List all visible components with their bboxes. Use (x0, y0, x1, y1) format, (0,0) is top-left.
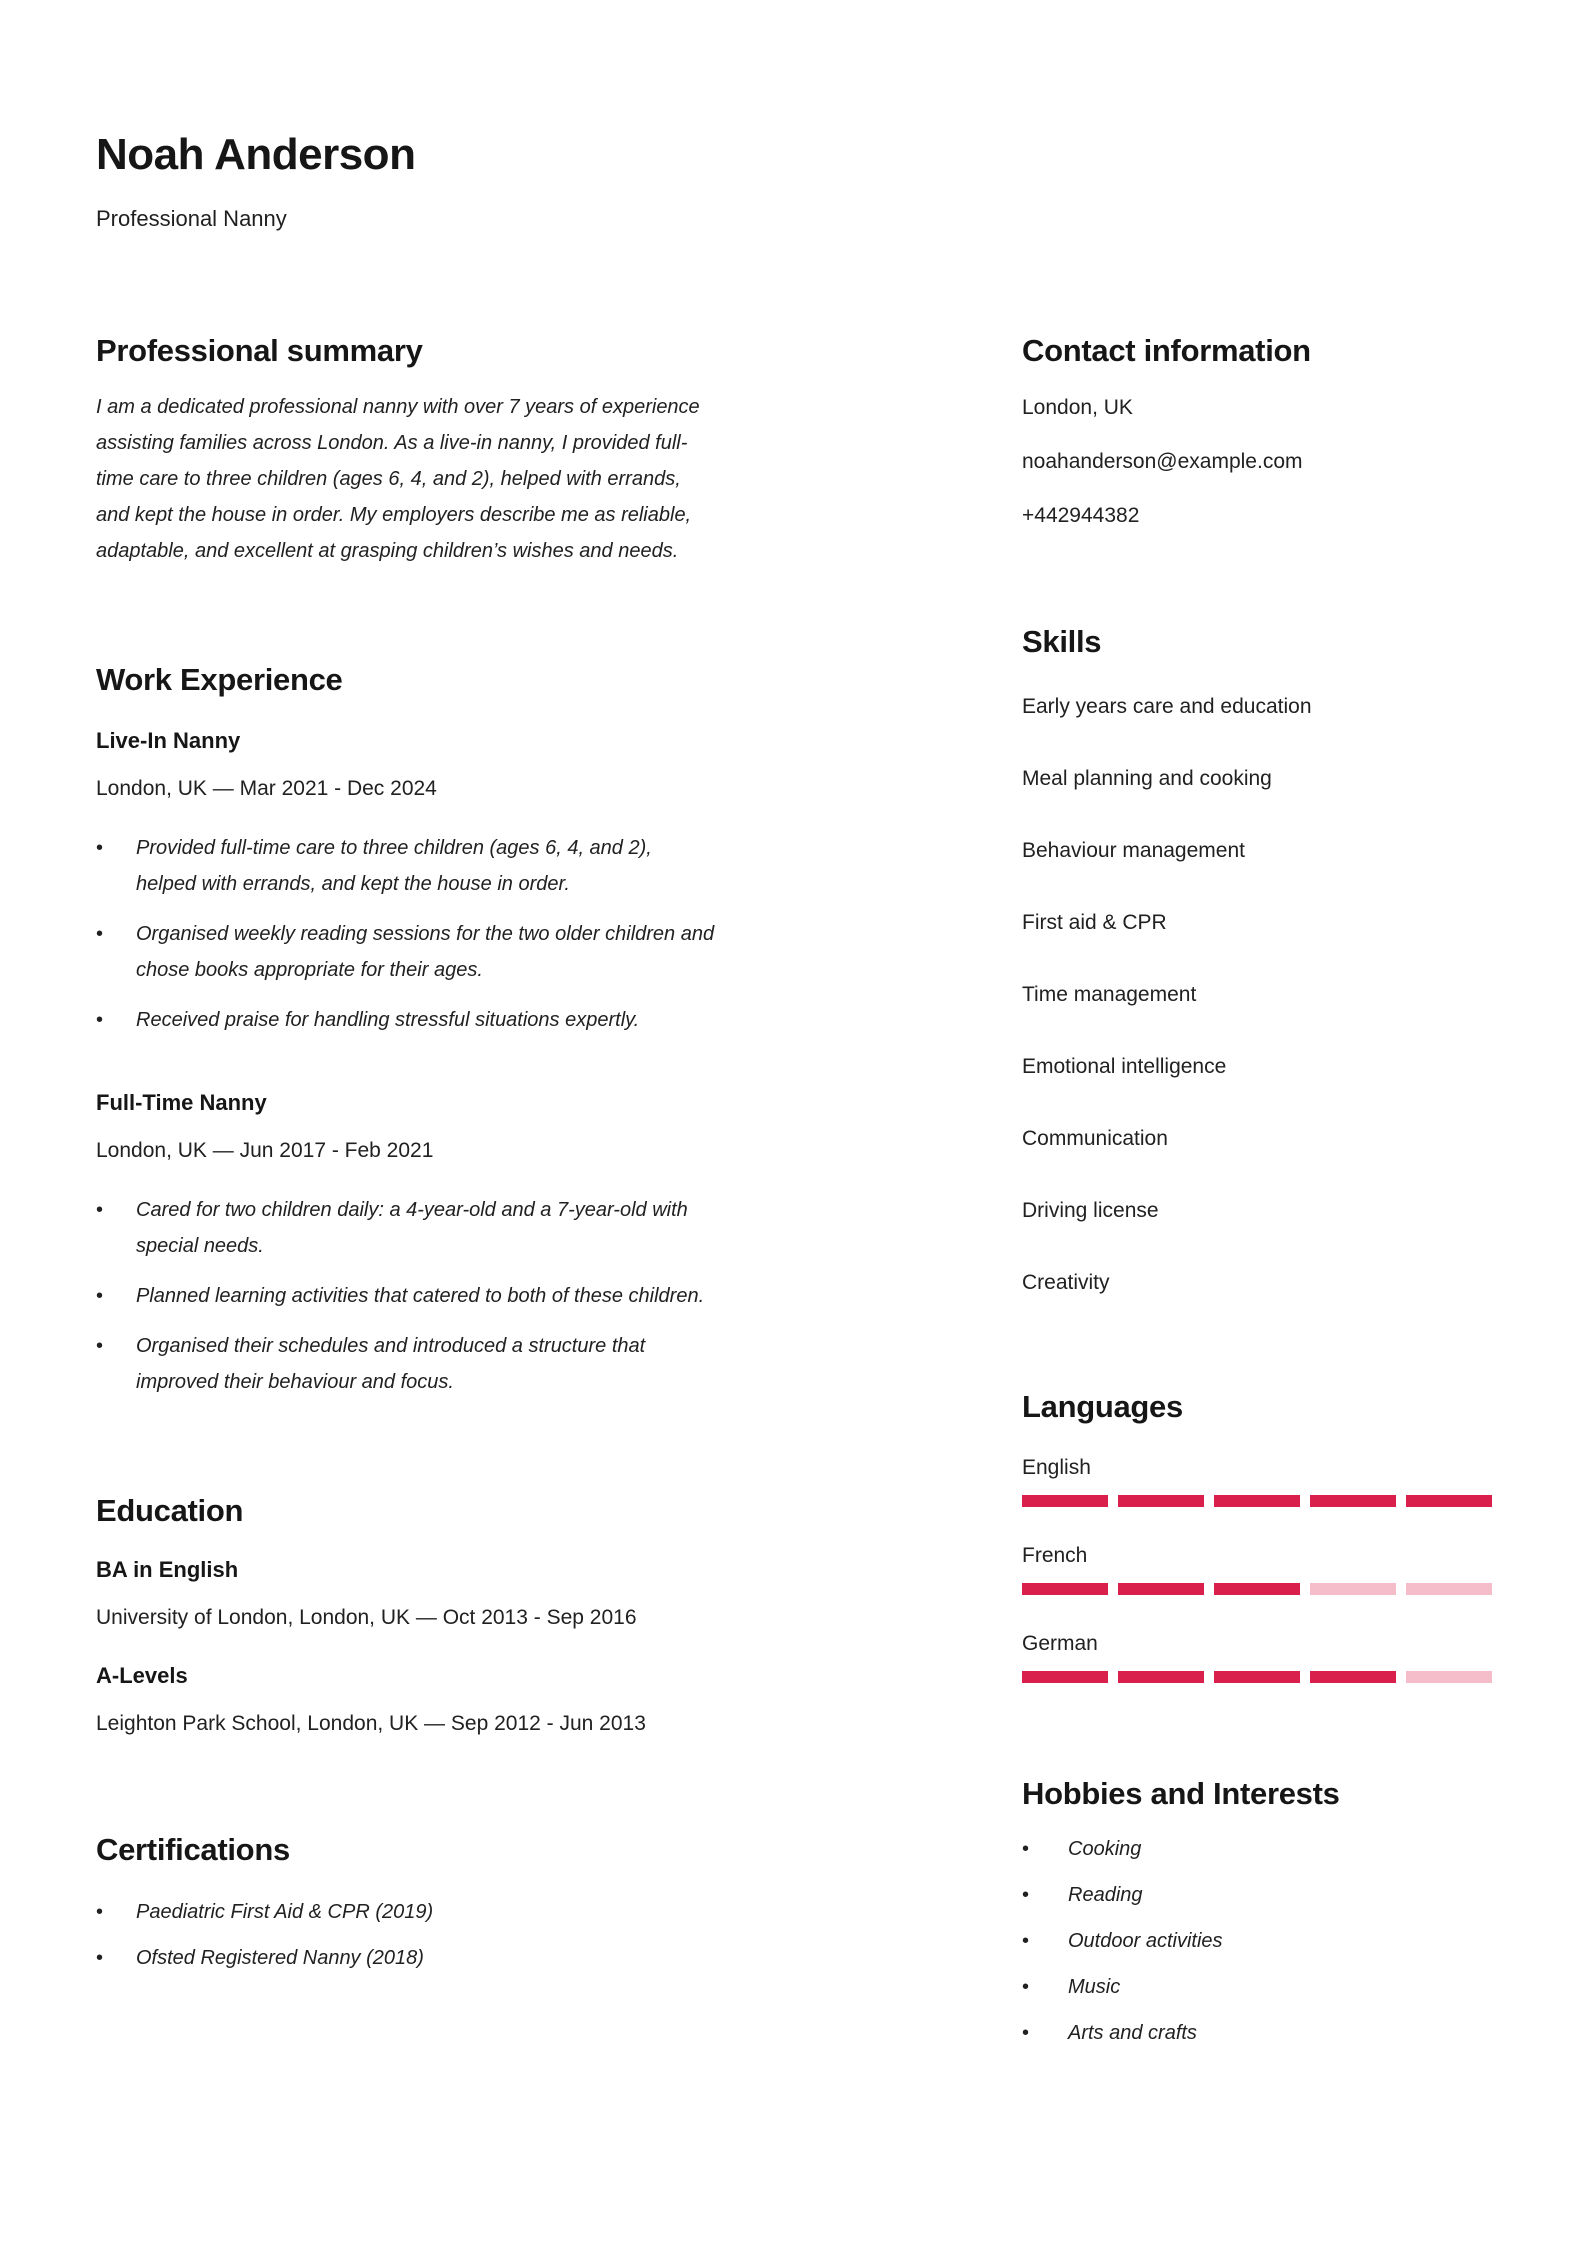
language-name: French (1022, 1544, 1088, 1567)
skill-item: Behaviour management (1022, 839, 1245, 862)
language-level-segment (1406, 1583, 1492, 1595)
certifications-heading: Certifications (96, 1832, 290, 1867)
job-entry (96, 728, 716, 1038)
skill-item: Meal planning and cooking (1022, 767, 1272, 790)
bullet-item (96, 1278, 716, 1314)
language-level-segment (1022, 1583, 1108, 1595)
bullet-dot (1022, 1834, 1068, 1864)
certification-text: Ofsted Registered Nanny (2018) (136, 1947, 424, 1969)
certification-item (96, 1940, 716, 1976)
bullet-dot (1022, 1880, 1068, 1910)
professional-summary-heading: Professional summary (96, 333, 423, 368)
bullet-dot (1022, 1972, 1068, 2002)
professional-summary-text: I am a dedicated professional nanny with over 7 years of experience assisting families across London. As a live-in nanny, I provided full-time care to three children (ages 6, 4, and 2), helped with errands, and kept the house in order. My employers describe me as reliable, adaptable, and excellent at grasping children’s wishes and needs. (96, 396, 700, 562)
skill-item: Communication (1022, 1127, 1168, 1150)
job-bullet-list (96, 1192, 716, 1400)
hobby-item (1022, 2018, 1492, 2048)
language-level-bar (1022, 1583, 1492, 1595)
section-education (96, 1492, 716, 1739)
language-level-segment (1118, 1671, 1204, 1683)
contact-heading: Contact information (1022, 333, 1311, 368)
hobby-item (1022, 1880, 1492, 1910)
contact-phone: +442944382 (1022, 504, 1140, 527)
job-entry (96, 1090, 716, 1400)
skill-item: Creativity (1022, 1271, 1110, 1294)
resume-job-title: Professional Nanny (96, 206, 287, 231)
left-column (96, 332, 716, 2048)
hobby-text: Cooking (1068, 1838, 1142, 1860)
resume-body (96, 332, 1492, 2048)
bullet-text: Provided full-time care to three children (ages 6, 4, and 2), helped with errands, and kept the house in order. (136, 837, 652, 895)
education-heading: Education (96, 1493, 244, 1528)
bullet-text: Received praise for handling stressful situations expertly. (136, 1009, 640, 1031)
bullet-dot (1022, 2018, 1068, 2048)
education-meta: Leighton Park School, London, UK — Sep 2012 - Jun 2013 (96, 1712, 646, 1735)
bullet-dot (1022, 1926, 1068, 1956)
bullet-text: Planned learning activities that catered to both of these children. (136, 1285, 705, 1307)
bullet-dot (96, 1278, 136, 1314)
language-level-segment (1310, 1583, 1396, 1595)
section-contact-information (1022, 332, 1492, 531)
language-level-segment (1118, 1583, 1204, 1595)
education-entry (96, 1663, 716, 1739)
skill-item: First aid & CPR (1022, 911, 1167, 934)
education-meta: University of London, London, UK — Oct 2013 - Sep 2016 (96, 1606, 637, 1629)
bullet-dot (96, 916, 136, 988)
languages-heading: Languages (1022, 1389, 1183, 1424)
language-level-segment (1214, 1583, 1300, 1595)
language-level-segment (1406, 1671, 1492, 1683)
skills-heading: Skills (1022, 624, 1102, 659)
bullet-item (96, 916, 716, 988)
job-meta: London, UK — Jun 2017 - Feb 2021 (96, 1139, 434, 1162)
right-column (1022, 332, 1492, 2048)
section-certifications (96, 1831, 716, 1976)
language-level-segment (1022, 1671, 1108, 1683)
certifications-list (96, 1894, 716, 1976)
section-skills (1022, 623, 1492, 1296)
certification-text: Paediatric First Aid & CPR (2019) (136, 1901, 434, 1923)
language-level-bar (1022, 1671, 1492, 1683)
bullet-dot (96, 830, 136, 902)
hobby-item (1022, 1972, 1492, 2002)
hobby-text: Arts and crafts (1068, 2022, 1197, 2044)
skill-item: Driving license (1022, 1199, 1159, 1222)
work-experience-heading: Work Experience (96, 662, 343, 697)
bullet-item (96, 1002, 716, 1038)
language-level-segment (1022, 1495, 1108, 1507)
hobby-text: Reading (1068, 1884, 1143, 1906)
hobbies-heading: Hobbies and Interests (1022, 1776, 1340, 1811)
section-professional-summary (96, 332, 716, 569)
section-hobbies (1022, 1775, 1492, 2048)
language-entry (1022, 1631, 1492, 1683)
job-title: Live-In Nanny (96, 728, 241, 753)
bullet-dot (96, 1192, 136, 1264)
language-level-segment (1310, 1671, 1396, 1683)
bullet-item (96, 1328, 716, 1400)
bullet-dot (96, 1894, 136, 1930)
hobby-text: Music (1068, 1976, 1121, 1998)
language-level-segment (1406, 1495, 1492, 1507)
language-level-segment (1310, 1495, 1396, 1507)
skill-item: Early years care and education (1022, 695, 1312, 718)
job-meta: London, UK — Mar 2021 - Dec 2024 (96, 777, 437, 800)
certification-item (96, 1894, 716, 1930)
contact-location: London, UK (1022, 396, 1133, 419)
bullet-text: Organised weekly reading sessions for the two older children and chose books appropriate for their ages. (136, 923, 715, 981)
bullet-dot (96, 1940, 136, 1976)
bullet-text: Organised their schedules and introduced a structure that improved their behaviour and focus. (136, 1335, 646, 1393)
bullet-dot (96, 1002, 136, 1038)
hobby-text: Outdoor activities (1068, 1930, 1223, 1952)
job-bullet-list (96, 830, 716, 1038)
language-entry (1022, 1543, 1492, 1595)
resume-header (96, 132, 1492, 232)
job-title: Full-Time Nanny (96, 1090, 267, 1115)
bullet-text: Cared for two children daily: a 4-year-old and a 7-year-old with special needs. (136, 1199, 688, 1257)
language-name: German (1022, 1632, 1098, 1655)
skill-item: Emotional intelligence (1022, 1055, 1227, 1078)
hobbies-list (1022, 1834, 1492, 2048)
section-work-experience (96, 661, 716, 1400)
skill-item: Time management (1022, 983, 1197, 1006)
bullet-item (96, 830, 716, 902)
language-level-segment (1214, 1671, 1300, 1683)
language-level-segment (1118, 1495, 1204, 1507)
section-languages (1022, 1388, 1492, 1683)
language-name: English (1022, 1456, 1091, 1479)
language-entry (1022, 1455, 1492, 1507)
language-level-segment (1214, 1495, 1300, 1507)
bullet-item (96, 1192, 716, 1264)
education-degree: BA in English (96, 1557, 239, 1582)
language-level-bar (1022, 1495, 1492, 1507)
hobby-item (1022, 1834, 1492, 1864)
education-entry (96, 1557, 716, 1633)
resume-name: Noah Anderson (96, 130, 416, 179)
education-degree: A-Levels (96, 1663, 188, 1688)
contact-email: noahanderson@example.com (1022, 450, 1303, 473)
hobby-item (1022, 1926, 1492, 1956)
bullet-dot (96, 1328, 136, 1400)
